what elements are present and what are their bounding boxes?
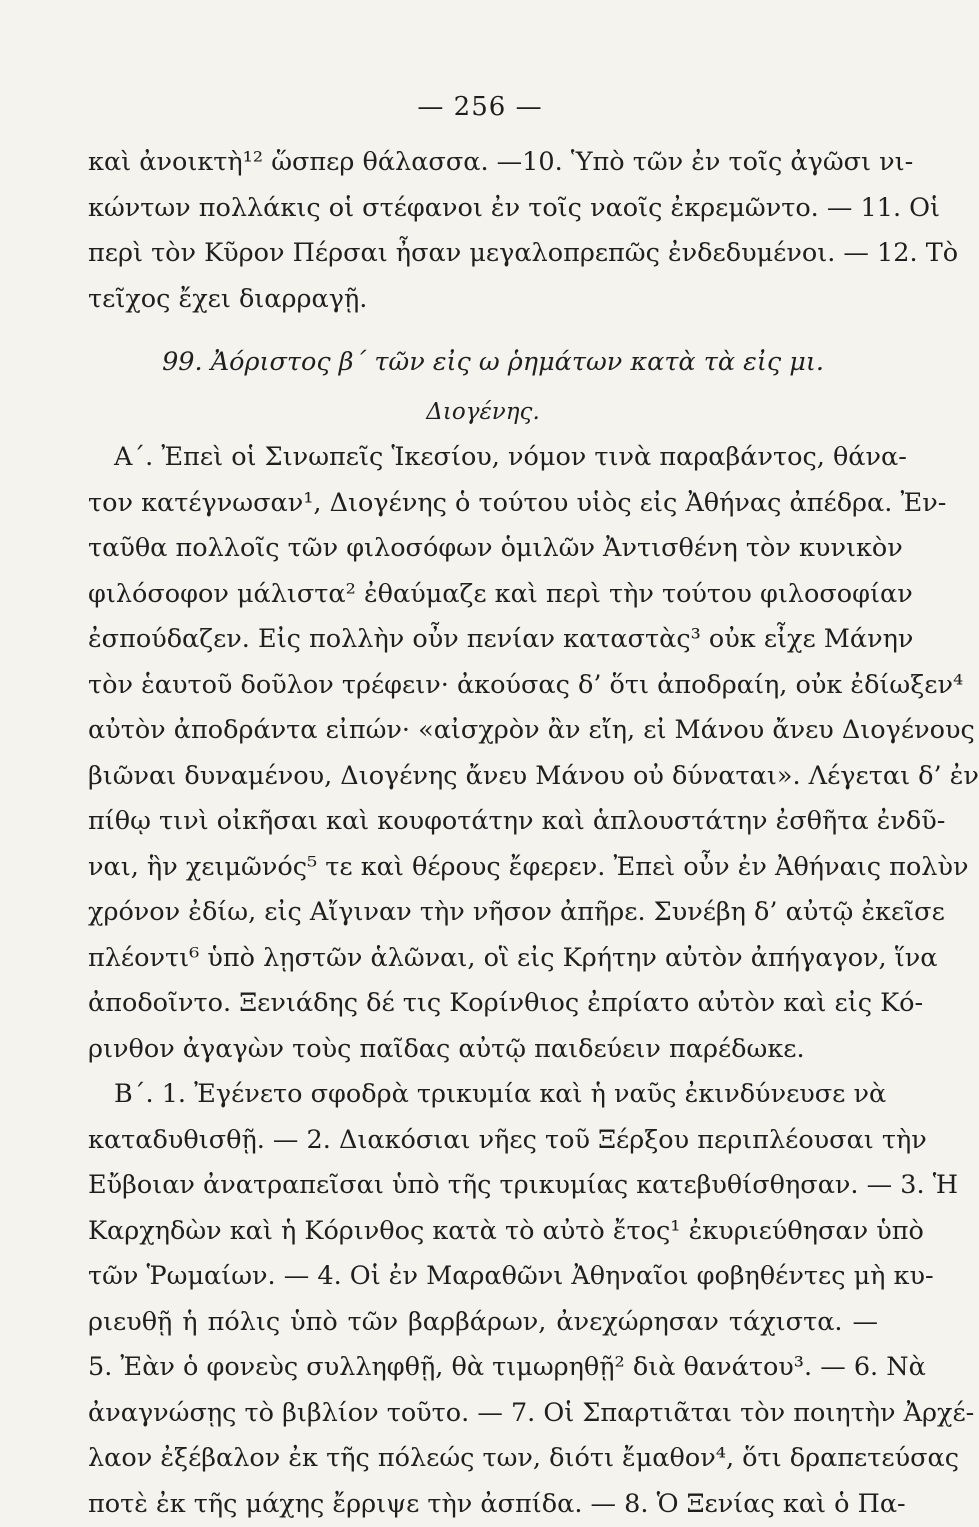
page-number: — 256 — <box>0 92 960 122</box>
text-line: ἐσπούδαζεν. Εἰς πολλὴν οὖν πενίαν καταστὰς³ οὐκ εἶχε Μάνην <box>88 617 878 663</box>
text-line: ἀναγνώσῃς τὸ βιβλίον τοῦτο. — 7. Οἱ Σπαρτιᾶται τὸν ποιητὴν Ἀρχέ- <box>88 1391 878 1437</box>
section-subheading: Διογένης. <box>88 390 878 436</box>
text-line: φιλόσοφον μάλιστα² ἐθαύμαζε καὶ περὶ τὴν τούτου φιλοσοφίαν <box>88 572 878 618</box>
text-line: ρινθον ἀγαγὼν τοὺς παῖδας αὐτῷ παιδεύειν παρέδωκε. <box>88 1027 878 1073</box>
text-line: ναι, ἣν χειμῶνός⁵ τε καὶ θέρους ἔφερεν. Ἐπεὶ οὖν ἐν Ἀθήναις πολὺν <box>88 845 878 891</box>
text-line: ἀποδοῖντο. Ξενιάδης δέ τις Κορίνθιος ἐπρίατο αὐτὸν καὶ εἰς Κό- <box>88 981 878 1027</box>
section-heading: 99. Ἀόριστος β΄ τῶν εἰς ω ῥημάτων κατὰ τὰ εἰς μι. <box>108 340 878 386</box>
text-line: καὶ ἀνοικτὴ¹² ὥσπερ θάλασσα. —10. Ὑπὸ τῶν ἐν τοῖς ἀγῶσι νι- <box>88 140 878 186</box>
exercises-b <box>88 1072 878 1527</box>
exercise-continuation <box>88 140 878 322</box>
text-line: κώντων πολλάκις οἱ στέφανοι ἐν τοῖς ναοῖς ἐκρεμῶντο. — 11. Οἱ <box>88 186 878 232</box>
text-line: αὐτὸν ἀποδράντα εἰπών· «αἰσχρὸν ἂν εἴη, εἰ Μάνου ἄνευ Διογένους <box>88 708 878 754</box>
text-line: τον κατέγνωσαν¹, Διογένης ὁ τούτου υἱὸς εἰς Ἀθήνας ἀπέδρα. Ἐν- <box>88 481 878 527</box>
text-line: ριευθῇ ἡ πόλις ὑπὸ τῶν βαρβάρων, ἀνεχώρησαν τάχιστα. — <box>88 1300 878 1346</box>
text-line: Εὔβοιαν ἀνατραπεῖσαι ὑπὸ τῆς τρικυμίας κατεβυθίσθησαν. — 3. Ἡ <box>88 1163 878 1209</box>
passage-a <box>88 435 878 1072</box>
text-line: τῶν Ῥωμαίων. — 4. Οἱ ἐν Μαραθῶνι Ἀθηναῖοι φοβηθέντες μὴ κυ- <box>88 1254 878 1300</box>
text-line: Β΄. 1. Ἐγένετο σφοδρὰ τρικυμία καὶ ἡ ναῦς ἐκινδύνευσε νὰ <box>88 1072 878 1118</box>
text-line: πίθῳ τινὶ οἰκῆσαι καὶ κουφοτάτην καὶ ἁπλουστάτην ἐσθῆτα ἐνδῦ- <box>88 799 878 845</box>
text-line: βιῶναι δυναμένου, Διογένης ἄνευ Μάνου οὐ δύναται». Λέγεται δ’ ἐν <box>88 754 878 800</box>
text-line: χρόνον ἐδίω, εἰς Αἴγιναν τὴν νῆσον ἀπῆρε. Συνέβη δ’ αὐτῷ ἐκεῖσε <box>88 890 878 936</box>
text-line: περὶ τὸν Κῦρον Πέρσαι ἦσαν μεγαλοπρεπῶς ἐνδεδυμένοι. — 12. Τὸ <box>88 231 878 277</box>
text-line: τὸν ἑαυτοῦ δοῦλον τρέφειν· ἀκούσας δ’ ὅτι ἀποδραίη, οὐκ ἐδίωξεν⁴ <box>88 663 878 709</box>
text-line: πλέοντι⁶ ὑπὸ λῃστῶν ἁλῶναι, οἳ εἰς Κρήτην αὐτὸν ἀπήγαγον, ἵνα <box>88 936 878 982</box>
text-line: ταῦθα πολλοῖς τῶν φιλοσόφων ὁμιλῶν Ἀντισθένη τὸν κυνικὸν <box>88 526 878 572</box>
page-body <box>88 140 878 1527</box>
text-line: ποτὲ ἐκ τῆς μάχης ἔρριψε τὴν ἀσπίδα. — 8. Ὁ Ξενίας καὶ ὁ Πα- <box>88 1482 878 1527</box>
text-line: 5. Ἐὰν ὁ φονεὺς συλληφθῇ, θὰ τιμωρηθῇ² διὰ θανάτου³. — 6. Νὰ <box>88 1345 878 1391</box>
text-line: τεῖχος ἔχει διαρραγῇ. <box>88 277 878 323</box>
text-line: Α΄. Ἐπεὶ οἱ Σινωπεῖς Ἱκεσίου, νόμον τινὰ παραβάντος, θάνα- <box>88 435 878 481</box>
text-line: λαον ἐξέβαλον ἐκ τῆς πόλεώς των, διότι ἔμαθον⁴, ὅτι δραπετεύσας <box>88 1436 878 1482</box>
text-line: καταδυθισθῇ. — 2. Διακόσιαι νῆες τοῦ Ξέρξου περιπλέουσαι τὴν <box>88 1118 878 1164</box>
text-line: Καρχηδὼν καὶ ἡ Κόρινθος κατὰ τὸ αὐτὸ ἔτος¹ ἐκυριεύθησαν ὑπὸ <box>88 1209 878 1255</box>
